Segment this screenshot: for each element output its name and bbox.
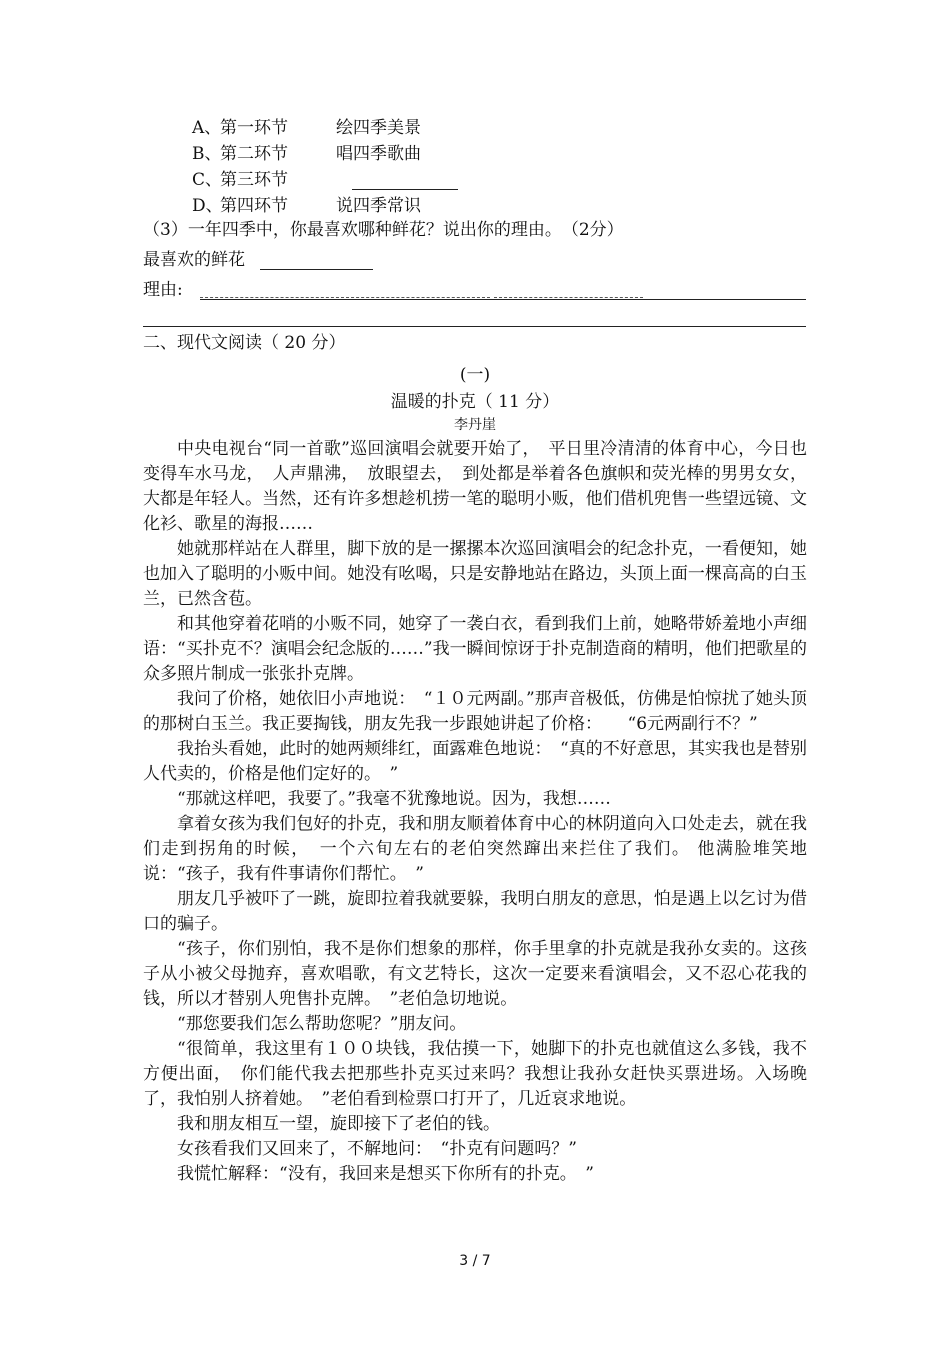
reason-blank-2[interactable]: [494, 297, 643, 298]
paragraph: “那您要我们怎么帮助您呢？”朋友问。: [177, 1014, 467, 1034]
option-name: 第二环节: [220, 144, 288, 164]
paragraph: 和其他穿着花哨的小贩不同，她穿了一袭白衣，看到我们上前，她略带娇羞地小声细语：“买扑克不？演唱会纪念版的……”我一瞬间惊讶于扑克制造商的精明，他们把歌星的众多照片制成一张张扑克牌。: [143, 614, 807, 684]
favorite-flower-label: 最喜欢的鲜花: [143, 250, 245, 270]
reason-label: 理由:: [143, 280, 183, 300]
option-c: [192, 170, 458, 190]
paragraph: 她就那样站在人群里，脚下放的是一摞摞本次巡回演唱会的纪念扑克，一看便知，她也加入了聪明的小贩中间。她没有吆喝，只是安静地站在路边，头顶上面一棵高高的白玉兰，已然含苞。: [143, 539, 807, 609]
option-letter: C、: [192, 170, 223, 190]
option-value: 绘四季美景: [336, 118, 421, 138]
paragraph: “孩子，你们别怕，我不是你们想象的那样，你手里拿的扑克就是我孙女卖的。这孩子从小被父母抛弃，喜欢唱歌，有文艺特长，这次一定要来看演唱会，又不忍心花我的钱，所以才替别人兜售扑克牌。 ”老伯急切地说。: [143, 939, 807, 1009]
paragraph: 我慌忙解释：“没有，我回来是想买下你所有的扑克。 ”: [177, 1164, 594, 1184]
option-value: 唱四季歌曲: [336, 144, 421, 164]
section-title: 二、现代文阅读（ 20 分）: [143, 333, 346, 353]
reason-line-2[interactable]: [143, 326, 806, 327]
reason-blank-1[interactable]: [200, 297, 490, 298]
article-body: [143, 437, 807, 1187]
article-title: 温暖的扑克（ 11 分）: [390, 392, 560, 412]
option-value: 说四季常识: [336, 196, 421, 216]
favorite-flower-blank[interactable]: [260, 253, 373, 270]
option-name: 第四环节: [220, 196, 288, 216]
option-c-blank[interactable]: [352, 173, 458, 190]
option-letter: A、: [192, 118, 222, 138]
option-letter: B、: [192, 144, 222, 164]
paragraph: 中央电视台“同一首歌”巡回演唱会就要开始了， 平日里冷清清的体育中心，今日也变得车水马龙， 人声鼎沸， 放眼望去， 到处都是举着各色旗帜和荧光棒的男男女女，大都是年轻人。当然，还有许多想趁机捞一笔的聪明小贩，他们借机兜售一些望远镜、文化衫、歌星的海报……: [143, 439, 807, 534]
paragraph: “那就这样吧，我要了。”我毫不犹豫地说。因为，我想……: [177, 789, 611, 809]
page-number: 3 / 7: [459, 1253, 491, 1269]
reason-line-1[interactable]: [200, 299, 806, 300]
paragraph: 我问了价格，她依旧小声地说： “１０元两副。”那声音极低，仿佛是怕惊扰了她头顶的那树白玉兰。我正要掏钱，朋友先我一步跟她讲起了价格： “6元两副行不？”: [143, 689, 807, 734]
option-name: 第一环节: [220, 118, 288, 138]
paragraph: 拿着女孩为我们包好的扑克，我和朋友顺着体育中心的林阴道向入口处走去，就在我们走到拐角的时候， 一个六旬左右的老伯突然蹿出来拦住了我们。 他满脸堆笑地说：“孩子，我有件事请你们帮忙。 ”: [143, 814, 807, 884]
question-3: （3）一年四季中，你最喜欢哪种鲜花？说出你的理由。 （2分）: [143, 220, 624, 240]
option-b: [192, 144, 421, 164]
paragraph: 我和朋友相互一望，旋即接下了老伯的钱。: [177, 1114, 500, 1134]
paragraph: “很简单，我这里有１００块钱，我估摸一下，她脚下的扑克也就值这么多钱，我不方便出面， 你们能代我去把那些扑克买过来吗？我想让我孙女赶快买票进场。入场晚了，我怕别人挤着她。 ”老伯看到检票口打开了，几近哀求地说。: [143, 1039, 807, 1109]
author: 李丹崖: [454, 417, 496, 433]
paragraph: 朋友几乎被吓了一跳，旋即拉着我就要躲，我明白朋友的意思，怕是遇上以乞讨为借口的骗子。: [143, 889, 807, 934]
paragraph: 我抬头看她，此时的她两颊绯红，面露难色地说： “真的不好意思，其实我也是替别人代卖的，价格是他们定好的。 ”: [143, 739, 807, 784]
option-name: 第三环节: [220, 170, 288, 190]
part-label: (一): [459, 365, 491, 385]
option-letter: D、: [192, 196, 223, 216]
paragraph: 女孩看我们又回来了，不解地问： “扑克有问题吗？”: [177, 1139, 577, 1159]
option-a: [192, 118, 421, 138]
option-d: [192, 196, 421, 216]
favorite-flower-row: [143, 250, 373, 270]
